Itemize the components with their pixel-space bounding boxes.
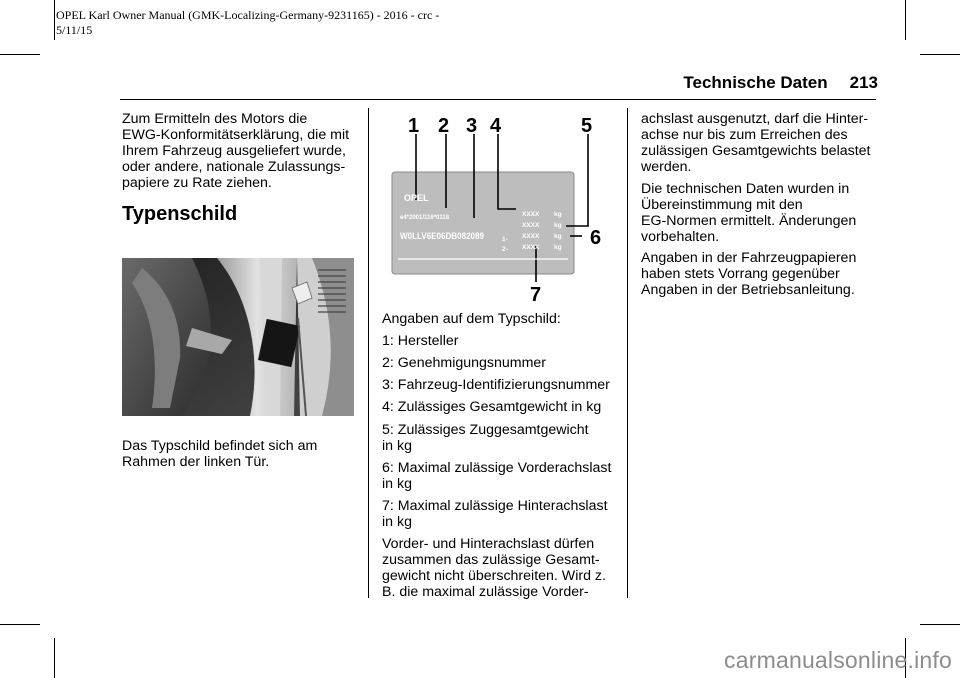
callout-number: 1 (408, 115, 420, 137)
plate-location-caption: Das Typschild befindet sich am Rahmen der linken Tür. (122, 438, 318, 470)
crop-mark (920, 624, 960, 625)
plate-weight-unit: kg (554, 211, 562, 218)
door-frame-illustration (122, 258, 354, 416)
plate-vin: W0LLV6E06DB082089 (400, 231, 484, 242)
plate-list-item: 1: Hersteller (382, 333, 459, 349)
callout-number: 5 (581, 115, 593, 137)
vehicle-papers-priority-note: Angaben in der Fahrzeugpapieren haben stets Vorrang gegenüber Angaben in der Betriebsanleitung. (641, 250, 857, 298)
plate-weight-unit: kg (554, 233, 562, 240)
column-divider (368, 108, 369, 598)
crop-mark (54, 0, 55, 40)
page-number: 213 (849, 73, 878, 92)
callout-number: 4 (490, 115, 502, 137)
crop-mark (0, 624, 40, 625)
section-heading: Typenschild (122, 203, 238, 225)
plate-list-item: 4: Zulässiges Gesamtgewicht in kg (382, 399, 602, 415)
plate-weight-value: XXXX (522, 244, 540, 251)
plate-list-item: 2: Genehmigungsnummer (382, 355, 547, 371)
type-plate-diagram (380, 108, 620, 306)
callout-number: 6 (590, 227, 602, 249)
plate-list-item: 7: Maximal zulässige Hinterachslast in kg (382, 498, 608, 530)
plate-weight-value: XXXX (522, 233, 540, 240)
plate-axle-label: 2- (502, 246, 508, 253)
watermark: carmanualsonline.info (724, 647, 952, 673)
column-divider (627, 108, 628, 598)
crop-mark (905, 0, 906, 40)
plate-weight-value: XXXX (522, 222, 540, 229)
plate-list-item: 3: Fahrzeug-Identifizierungsnummer (382, 377, 610, 393)
plate-list-item: 6: Maximal zulässige Vorderachslast in kg (382, 460, 612, 492)
meta-line: 5/11/15 (56, 23, 93, 37)
plate-brand: OPEL (404, 193, 429, 203)
running-head (640, 73, 878, 93)
callout-number: 2 (438, 115, 450, 137)
axle-load-note-continued: achslast ausgenutzt, darf die Hinter- achse nur bis zum Erreichen des zulässigen Gesamtgewichts belastet werden. (641, 111, 871, 175)
axle-load-note: Vorder- und Hinterachslast dürfen zusammen das zulässige Gesamt- gewicht nicht überschreiten. Wird z. B. die maximal zulässige Vorder- (382, 536, 606, 600)
meta-line: OPEL Karl Owner Manual (GMK-Localizing-Germany-9231165) - 2016 - crc - (56, 8, 440, 22)
technical-data-disclaimer: Die technischen Daten wurden in Übereinstimmung mit den EG-Normen ermittelt. Änderungen vorbehalten. (641, 181, 857, 245)
crop-mark (54, 638, 55, 678)
plate-approval-number: e4*2001/116*0118 (400, 215, 450, 221)
plate-list-intro: Angaben auf dem Typschild: (382, 311, 561, 327)
crop-mark (920, 54, 960, 55)
header-rule (120, 99, 876, 100)
document-meta (56, 8, 516, 38)
crop-mark (0, 54, 40, 55)
plate-weight-unit: kg (554, 222, 562, 229)
callout-number: 7 (530, 284, 542, 306)
section-name: Technische Daten (683, 73, 828, 92)
plate-axle-label: 1- (502, 236, 508, 243)
plate-list-item: 5: Zulässiges Zuggesamtgewicht in kg (382, 422, 589, 454)
intro-paragraph: Zum Ermitteln des Motors die EWG-Konformitätserklärung, die mit Ihrem Fahrzeug ausgeliefert wurde, oder andere, nationale Zulassungs- papiere zu Rate ziehen. (122, 111, 350, 191)
callout-number: 3 (466, 115, 478, 137)
plate-weight-value: XXXX (522, 211, 540, 218)
plate-weight-unit: kg (554, 244, 562, 251)
